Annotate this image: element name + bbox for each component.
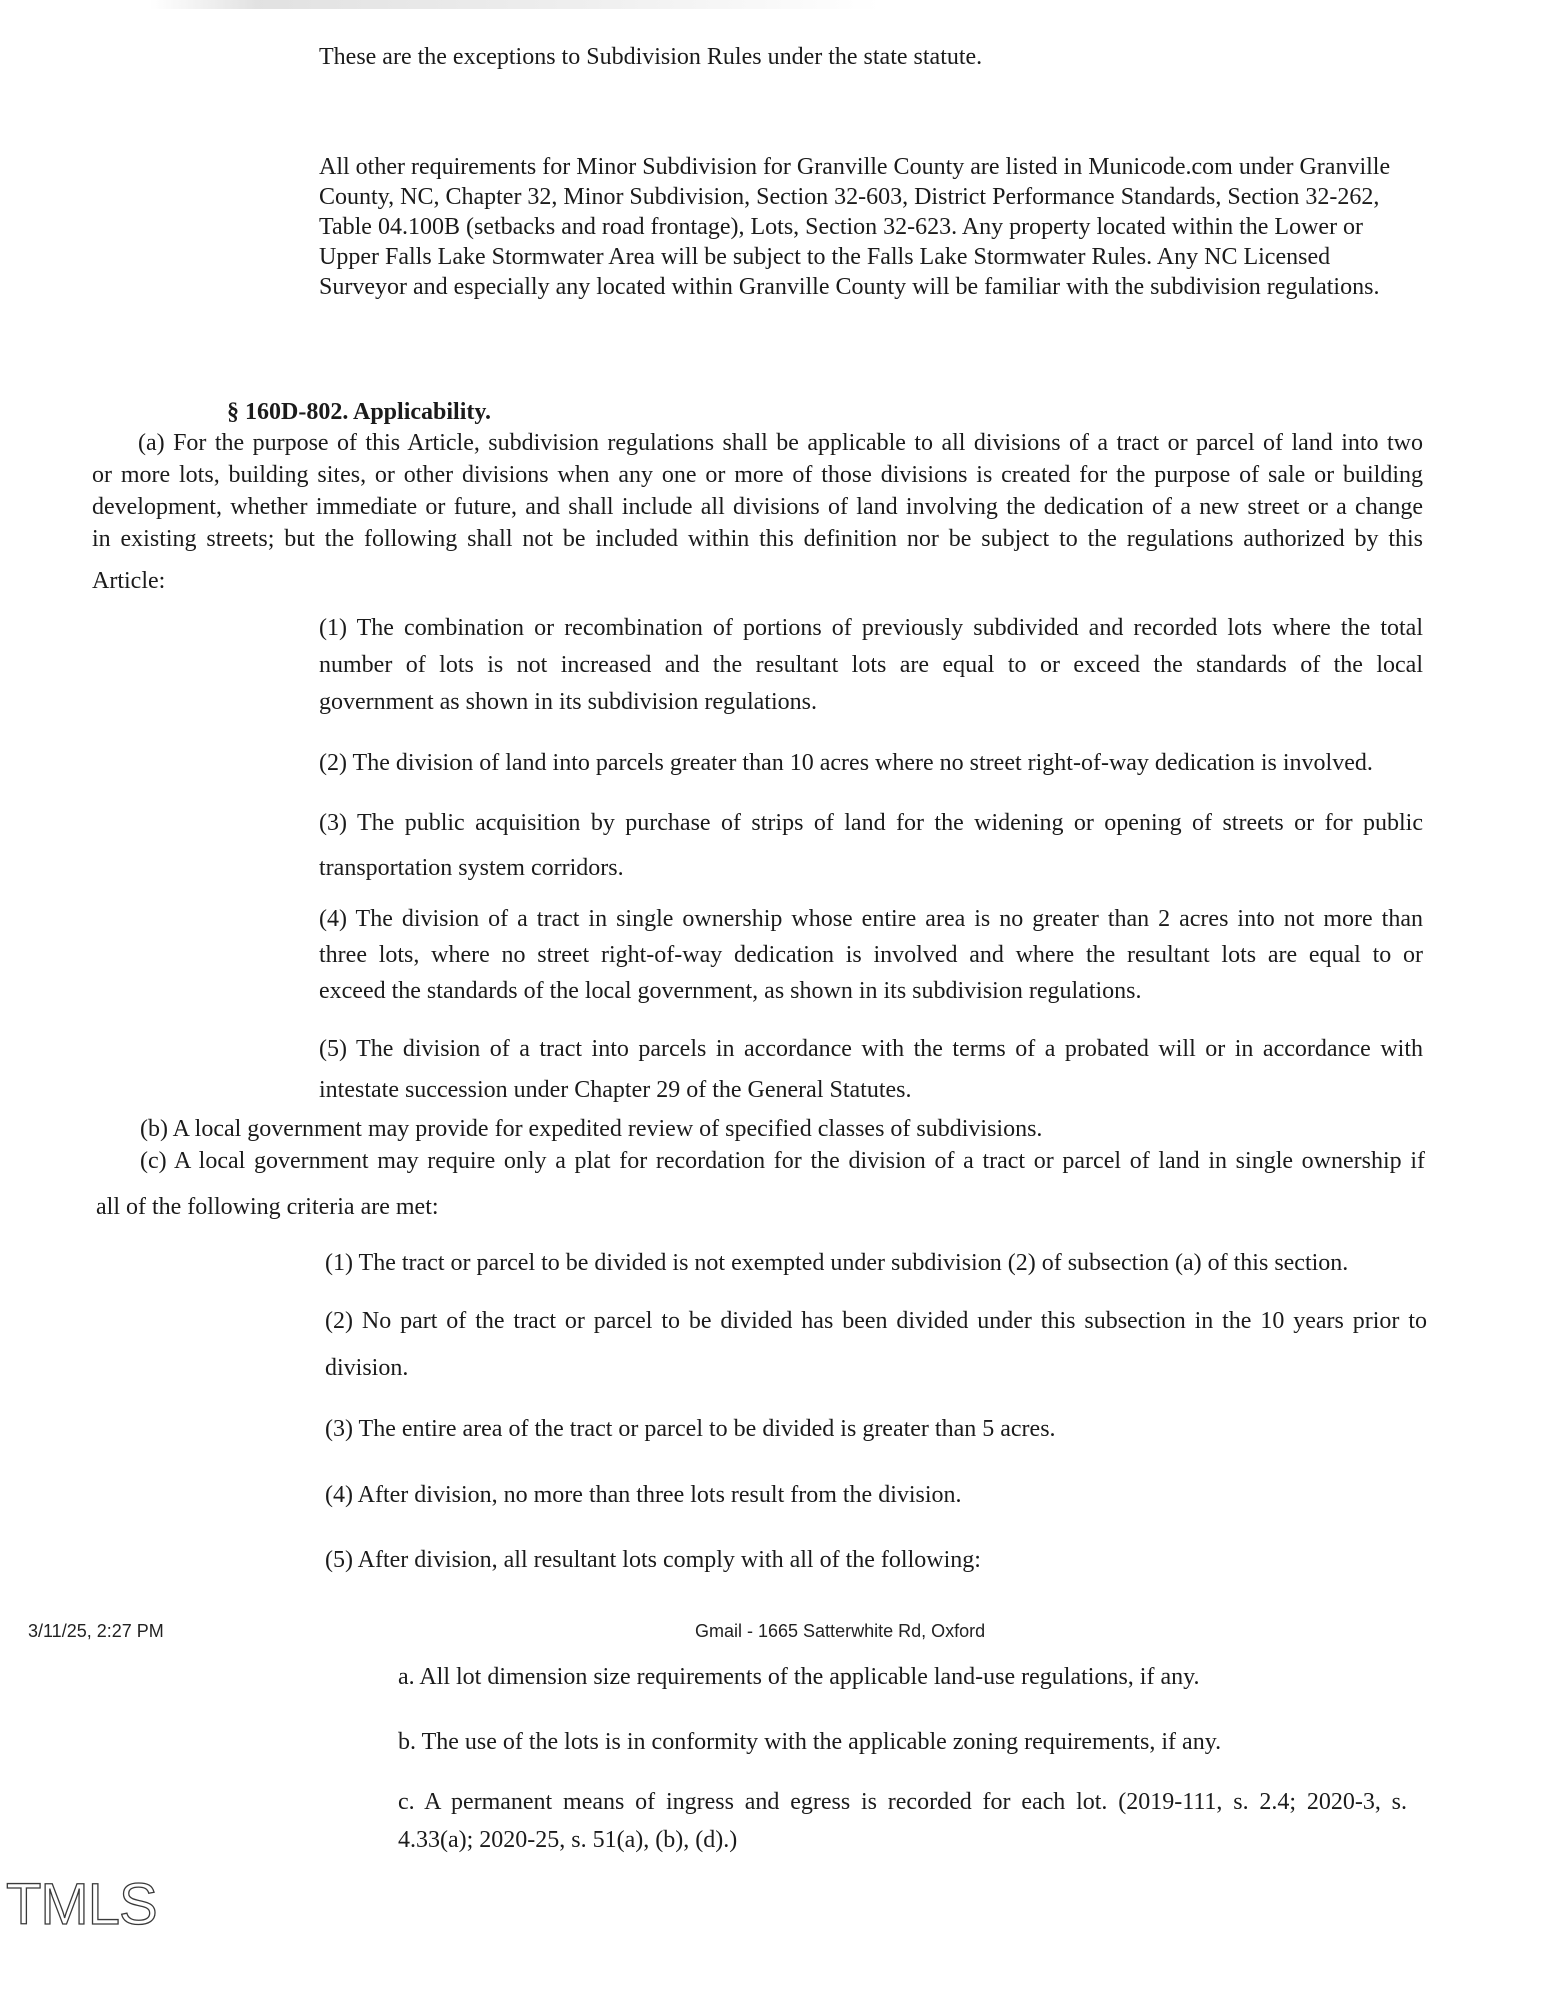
intro-line: These are the exceptions to Subdivision Rules under the state statute. — [319, 44, 983, 70]
tmls-logo: TMLS — [6, 1872, 157, 1937]
list-item-a1 — [319, 610, 1423, 721]
list-item-c3 — [325, 1411, 1427, 1447]
section-heading-text: § 160D-802. Applicability. — [227, 399, 492, 425]
subsection-c — [96, 1138, 1425, 1230]
paragraph-line: number of lots is not increased and the resultant lots are equal to or exceed the standards of the local — [319, 652, 1423, 678]
list-item-a5 — [319, 1029, 1423, 1111]
paragraph-line: transportation system corridors. — [319, 855, 624, 881]
paragraph-line: (1) The combination or recombination of portions of previously subdivided and recorded lots where the total — [319, 615, 1423, 641]
paragraph-line: a. All lot dimension size requirements of the applicable land-use regulations, if any. — [398, 1664, 1200, 1690]
intro-paragraph — [319, 41, 982, 73]
paragraph-line: in existing streets; but the following shall not be included within this definition nor be subject to the regulations authorized by this — [92, 526, 1423, 552]
paragraph-line: Table 04.100B (setbacks and road frontage), Lots, Section 32-623. Any property located within the Lower or — [319, 214, 1364, 240]
paragraph-line: (2) No part of the tract or parcel to be divided has been divided under this subsection in the 10 years prior to — [325, 1308, 1427, 1334]
subsection-a — [92, 427, 1423, 597]
paragraph-line: government as shown in its subdivision regulations. — [319, 689, 817, 715]
sub-item-b — [398, 1724, 1407, 1760]
list-item-a3 — [319, 801, 1423, 891]
list-item-c1 — [325, 1245, 1427, 1281]
list-item-a4 — [319, 901, 1423, 1009]
paragraph-line: (3) The entire area of the tract or parcel to be divided is greater than 5 acres. — [325, 1416, 1056, 1442]
scan-artifact — [150, 0, 880, 9]
paragraph-line: (a) For the purpose of this Article, subdivision regulations shall be applicable to all divisions of a tract or parcel of land into two — [138, 430, 1423, 456]
paragraph-line: all of the following criteria are met: — [96, 1194, 439, 1220]
paragraph-line: Upper Falls Lake Stormwater Area will be subject to the Falls Lake Stormwater Rules. Any NC Licensed — [319, 244, 1331, 270]
list-item-a2 — [319, 745, 1423, 781]
paragraph-line: 4.33(a); 2020-25, s. 51(a), (b), (d).) — [398, 1827, 738, 1853]
paragraph-line: (2) The division of land into parcels greater than 10 acres where no street right-of-way dedication is involved. — [319, 750, 1373, 776]
requirements-paragraph — [319, 152, 1390, 302]
paragraph-line: (5) The division of a tract into parcels in accordance with the terms of a probated will or in accordance with — [319, 1036, 1423, 1062]
paragraph-line: County, NC, Chapter 32, Minor Subdivision, Section 32-603, District Performance Standards, Section 32-262, — [319, 184, 1380, 210]
paragraph-line: (1) The tract or parcel to be divided is not exempted under subdivision (2) of subsection (a) of this section. — [325, 1250, 1349, 1276]
paragraph-line: three lots, where no street right-of-way dedication is involved and where the resultant lots are equal to or — [319, 942, 1423, 968]
list-item-c5 — [325, 1542, 1427, 1578]
paragraph-line: intestate succession under Chapter 29 of the General Statutes. — [319, 1077, 912, 1103]
paragraph-line: (4) After division, no more than three lots result from the division. — [325, 1482, 962, 1508]
sub-item-c — [398, 1783, 1407, 1859]
paragraph-line: (c) A local government may require only a plat for recordation for the division of a tract or parcel of land in single ownership if — [140, 1148, 1425, 1174]
paragraph-line: All other requirements for Minor Subdivision for Granville County are listed in Municode.com under Granville — [319, 154, 1391, 180]
sub-item-a — [398, 1659, 1407, 1695]
paragraph-line: c. A permanent means of ingress and egress is recorded for each lot. (2019-111, s. 2.4; 2020-3, s. — [398, 1789, 1407, 1815]
paragraph-line: (3) The public acquisition by purchase of strips of land for the widening or opening of streets or for public — [319, 810, 1423, 836]
paragraph-line: Article: — [92, 568, 166, 594]
paragraph-line: Surveyor and especially any located within Granville County will be familiar with the subdivision regulations. — [319, 274, 1380, 300]
print-page-title: Gmail - 1665 Satterwhite Rd, Oxford — [695, 1621, 986, 1641]
paragraph-line: exceed the standards of the local government, as shown in its subdivision regulations. — [319, 978, 1142, 1004]
paragraph-line: (b) A local government may provide for expedited review of specified classes of subdivisions. — [140, 1116, 1043, 1142]
paragraph-line: (5) After division, all resultant lots comply with all of the following: — [325, 1547, 981, 1573]
paragraph-line: b. The use of the lots is in conformity with the applicable zoning requirements, if any. — [398, 1729, 1222, 1755]
paragraph-line: (4) The division of a tract in single ownership whose entire area is no greater than 2 acres into not more than — [319, 906, 1423, 932]
list-item-c2 — [325, 1298, 1427, 1392]
paragraph-line: or more lots, building sites, or other divisions when any one or more of those divisions is created for the purpose of sale or building — [92, 462, 1423, 488]
print-timestamp: 3/11/25, 2:27 PM — [28, 1621, 164, 1641]
paragraph-line: development, whether immediate or future, and shall include all divisions of land involving the dedication of a new street or a change — [92, 494, 1423, 520]
paragraph-line: division. — [325, 1355, 409, 1381]
section-heading — [227, 396, 491, 428]
list-item-c4 — [325, 1477, 1427, 1513]
